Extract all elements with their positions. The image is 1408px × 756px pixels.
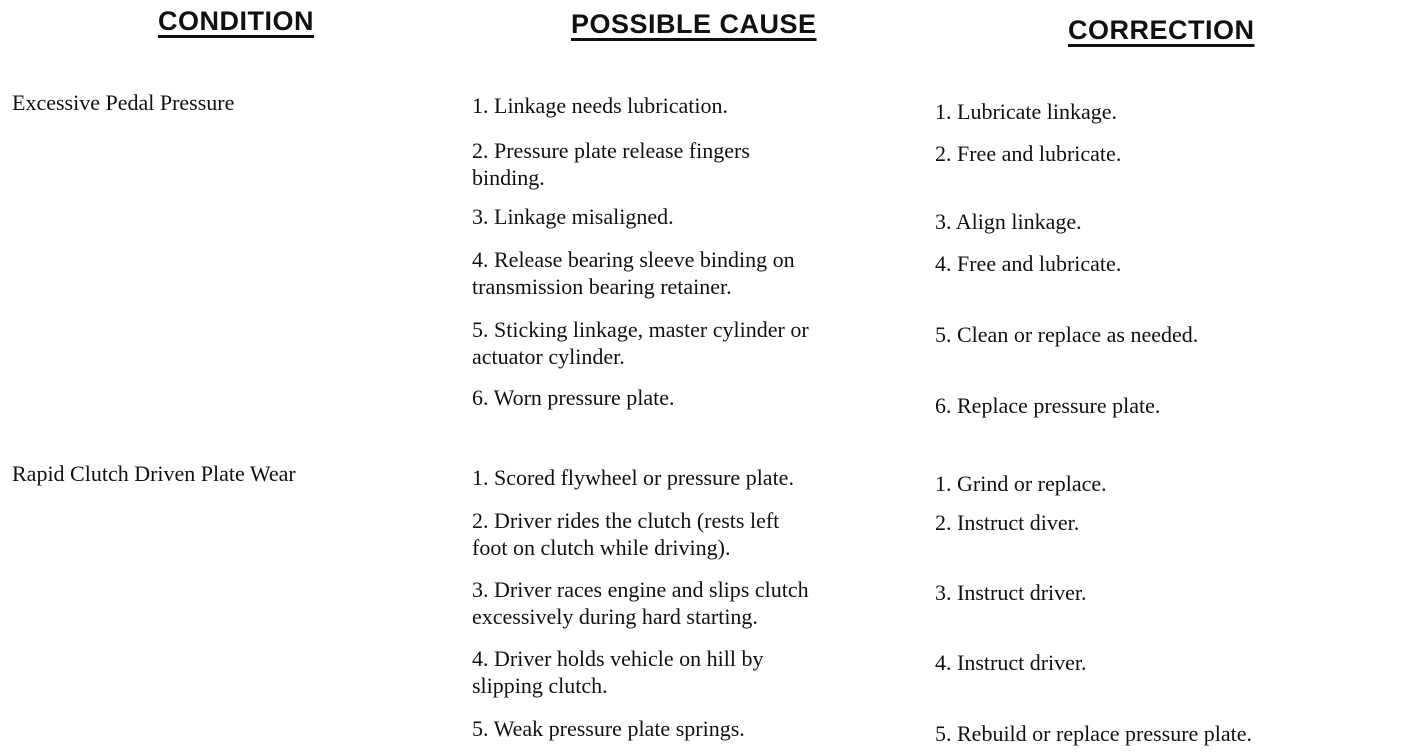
cause-item	[472, 246, 795, 300]
correction-item: 3. Instruct driver.	[935, 580, 1087, 605]
cause-line: 1. Scored flywheel or pressure plate.	[472, 465, 794, 490]
cause-line: 4. Release bearing sleeve binding on	[472, 247, 795, 272]
correction-item: 1. Lubricate linkage.	[935, 99, 1118, 124]
cause-line: 2. Pressure plate release fingers	[472, 138, 750, 163]
cause-line: 3. Linkage misaligned.	[472, 204, 674, 229]
cause-item	[472, 645, 763, 699]
cause-item	[472, 92, 728, 119]
condition-excessive-pedal-pressure: Excessive Pedal Pressure	[12, 90, 235, 115]
cause-item	[472, 715, 745, 742]
cause-line: 1. Linkage needs lubrication.	[472, 93, 728, 118]
cause-line: 2. Driver rides the clutch (rests left	[472, 508, 780, 533]
cause-line: actuator cylinder.	[472, 344, 625, 369]
correction-header: CORRECTION	[1068, 15, 1255, 45]
cause-item	[472, 464, 794, 491]
correction-item: 5. Rebuild or replace pressure plate.	[935, 721, 1253, 746]
cause-line: slipping clutch.	[472, 673, 608, 698]
correction-item: 5. Clean or replace as needed.	[935, 322, 1199, 347]
cause-line: 5. Sticking linkage, master cylinder or	[472, 317, 809, 342]
cause-line: 4. Driver holds vehicle on hill by	[472, 646, 764, 671]
cause-item	[472, 507, 779, 561]
condition-rapid-clutch-driven-plate-wear: Rapid Clutch Driven Plate Wear	[12, 461, 296, 486]
correction-item: 6. Replace pressure plate.	[935, 393, 1161, 418]
cause-item	[472, 137, 750, 191]
cause-item	[472, 316, 809, 370]
cause-line: transmission bearing retainer.	[472, 274, 732, 299]
correction-item: 1. Grind or replace.	[935, 471, 1107, 496]
correction-item: 2. Free and lubricate.	[935, 141, 1122, 166]
possible-cause-header: POSSIBLE CAUSE	[571, 9, 817, 39]
cause-line: binding.	[472, 165, 545, 190]
cause-line: 6. Worn pressure plate.	[472, 385, 675, 410]
cause-line: foot on clutch while driving).	[472, 535, 731, 560]
correction-item: 4. Instruct driver.	[935, 650, 1087, 675]
correction-item: 3. Align linkage.	[935, 209, 1082, 234]
cause-line: excessively during hard starting.	[472, 604, 758, 629]
condition-header: CONDITION	[158, 6, 314, 36]
cause-item	[472, 203, 674, 230]
correction-item: 4. Free and lubricate.	[935, 251, 1122, 276]
cause-item	[472, 384, 675, 411]
cause-line: 3. Driver races engine and slips clutch	[472, 577, 809, 602]
correction-item: 2. Instruct diver.	[935, 510, 1080, 535]
cause-item	[472, 576, 809, 630]
cause-line: 5. Weak pressure plate springs.	[472, 716, 745, 741]
